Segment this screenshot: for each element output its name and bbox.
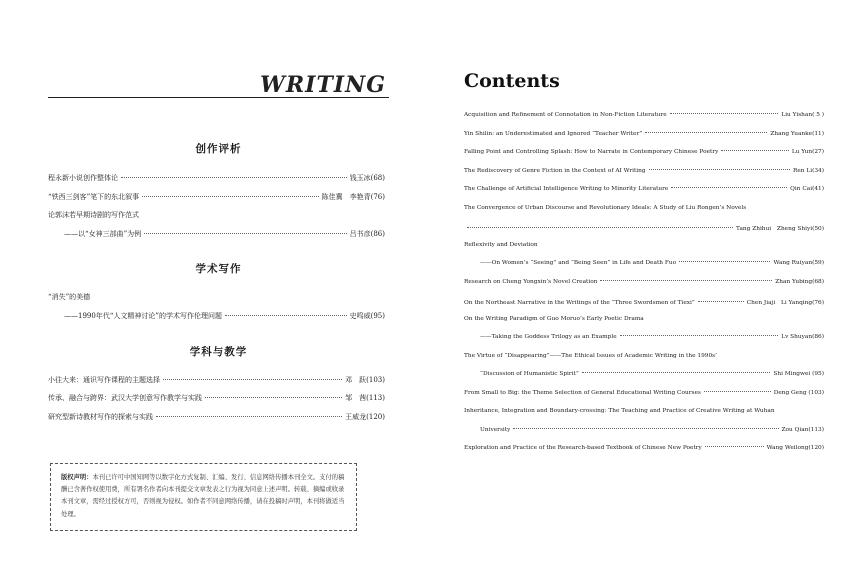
- english-contents-page: [425, 0, 850, 578]
- toc-entry[interactable]: 程永新小说创作整体论 钱玉冰(68): [48, 174, 385, 182]
- toc-entry[interactable]: 论郭沫若早期诗剧的写作范式: [48, 211, 139, 219]
- toc-entry-subtitle[interactable]: ——以“女神三部曲”为例 吕书彦(86): [64, 230, 385, 238]
- contents-title: Contents: [464, 70, 560, 92]
- contents-entry[interactable]: The Rediscovery of Genre Fiction in the Context of AI Writing Ren Li(34): [464, 168, 824, 174]
- contents-entry[interactable]: From Small to Big: the Theme Selection of General Educational Writing Courses Deng Geng (103): [464, 390, 824, 396]
- copyright-notice: [50, 463, 357, 531]
- contents-entry-subtitle[interactable]: University Zou Qian(113): [480, 427, 824, 433]
- toc-entry[interactable]: 小往大来：通识写作课程的主题选择 邓 跃(103): [48, 376, 385, 384]
- contents-entry[interactable]: The Virtue of “Disappearing”——The Ethical Issues of Academic Writing in the 1990s’: [464, 353, 717, 359]
- section-title-teaching: 学科与教学: [189, 346, 248, 358]
- header-rule: [48, 97, 389, 98]
- journal-brand: WRITING: [260, 72, 386, 98]
- contents-entry[interactable]: The Convergence of Urban Discourse and Revolutionary Ideals: A Study of Liu Rongen’s Novels: [464, 205, 747, 211]
- notice-text: 本刊已许可中国知网等以数字化方式复制、汇编、发行、信息网络传播本刊全文。支付的稿酬已含著作权使用费，所有署名作者向本刊提交文章发表之行为视为同意上述声明。转载、摘编或收录本刊文章，需经过授权方可，否则视为侵权。如作者不同意网络传播，请在投稿时声明，本刊将做适当处理。: [61, 474, 345, 518]
- contents-entry[interactable]: Yin Shilin: an Underestimated and Ignored “Teacher Writer” Zhang Yuanke(11): [464, 131, 824, 137]
- contents-entry[interactable]: Reflexivity and Deviation: [464, 242, 538, 248]
- contents-entry[interactable]: On the Northeast Narrative in the Writings of the “Three Swordsmen of Tiexi” Chen Jiaji Li Yanqing(76): [464, 300, 824, 306]
- contents-entry[interactable]: Inheritance, Integration and Boundary-crossing: The Teaching and Practice of Creative Writing at Wuhan: [464, 408, 775, 414]
- contents-entry[interactable]: Exploration and Practice of the Research-based Textbook of Chinese New Poetry Wang Weilong(120): [464, 445, 824, 451]
- contents-entry[interactable]: On the Writing Paradigm of Guo Moruo’s Early Poetic Drama: [464, 316, 644, 322]
- section-title-criticism: 创作评析: [195, 143, 242, 155]
- section-title-academic: 学术写作: [195, 263, 242, 275]
- contents-entry-subtitle[interactable]: ——On Women’s “Seeing” and “Being Seen” in Life and Death Fuo Wang Ruiyan(59): [480, 260, 824, 266]
- contents-entry-continued[interactable]: Tang Zhihui Zheng Shiyi(50): [464, 223, 824, 233]
- toc-entry[interactable]: “铁西三剑客”笔下的东北叙事 陈佳冀 李艳青(76): [48, 193, 385, 201]
- toc-entry[interactable]: “消失”的美德: [48, 293, 91, 301]
- notice-label: 版权声明：: [61, 474, 93, 481]
- contents-entry[interactable]: Acquisition and Refinement of Connotation in Non-Fiction Literature Liu Yishan( 5 ): [464, 112, 824, 118]
- contents-entry[interactable]: Research on Cheng Yongxin’s Novel Creation Zhan Yubing(68): [464, 279, 824, 285]
- contents-entry-subtitle[interactable]: ——Taking the Goddess Trilogy as an Example Lv Shuyan(86): [480, 334, 824, 340]
- contents-entry-subtitle[interactable]: “Discussion of Humanistic Spirit” Shi Mingwei (95): [480, 371, 824, 377]
- toc-entry-subtitle[interactable]: ——1990年代“人文精神讨论”的学术写作伦理问题 史鸣威(95): [64, 312, 385, 320]
- contents-entry[interactable]: Falling Point and Controlling Splash: How to Narrate in Contemporary Chinese Poetry Lu Yun(27): [464, 149, 824, 155]
- contents-entry[interactable]: The Challenge of Artificial Intelligence Writing to Minority Literature Qin Cai(41): [464, 186, 824, 192]
- toc-entry[interactable]: 传承、融合与跨界：武汉大学创意写作教学与实践 邹 茜(113): [48, 394, 385, 402]
- toc-entry[interactable]: 研究型新诗教材写作的探索与实践 王威龙(120): [48, 413, 385, 421]
